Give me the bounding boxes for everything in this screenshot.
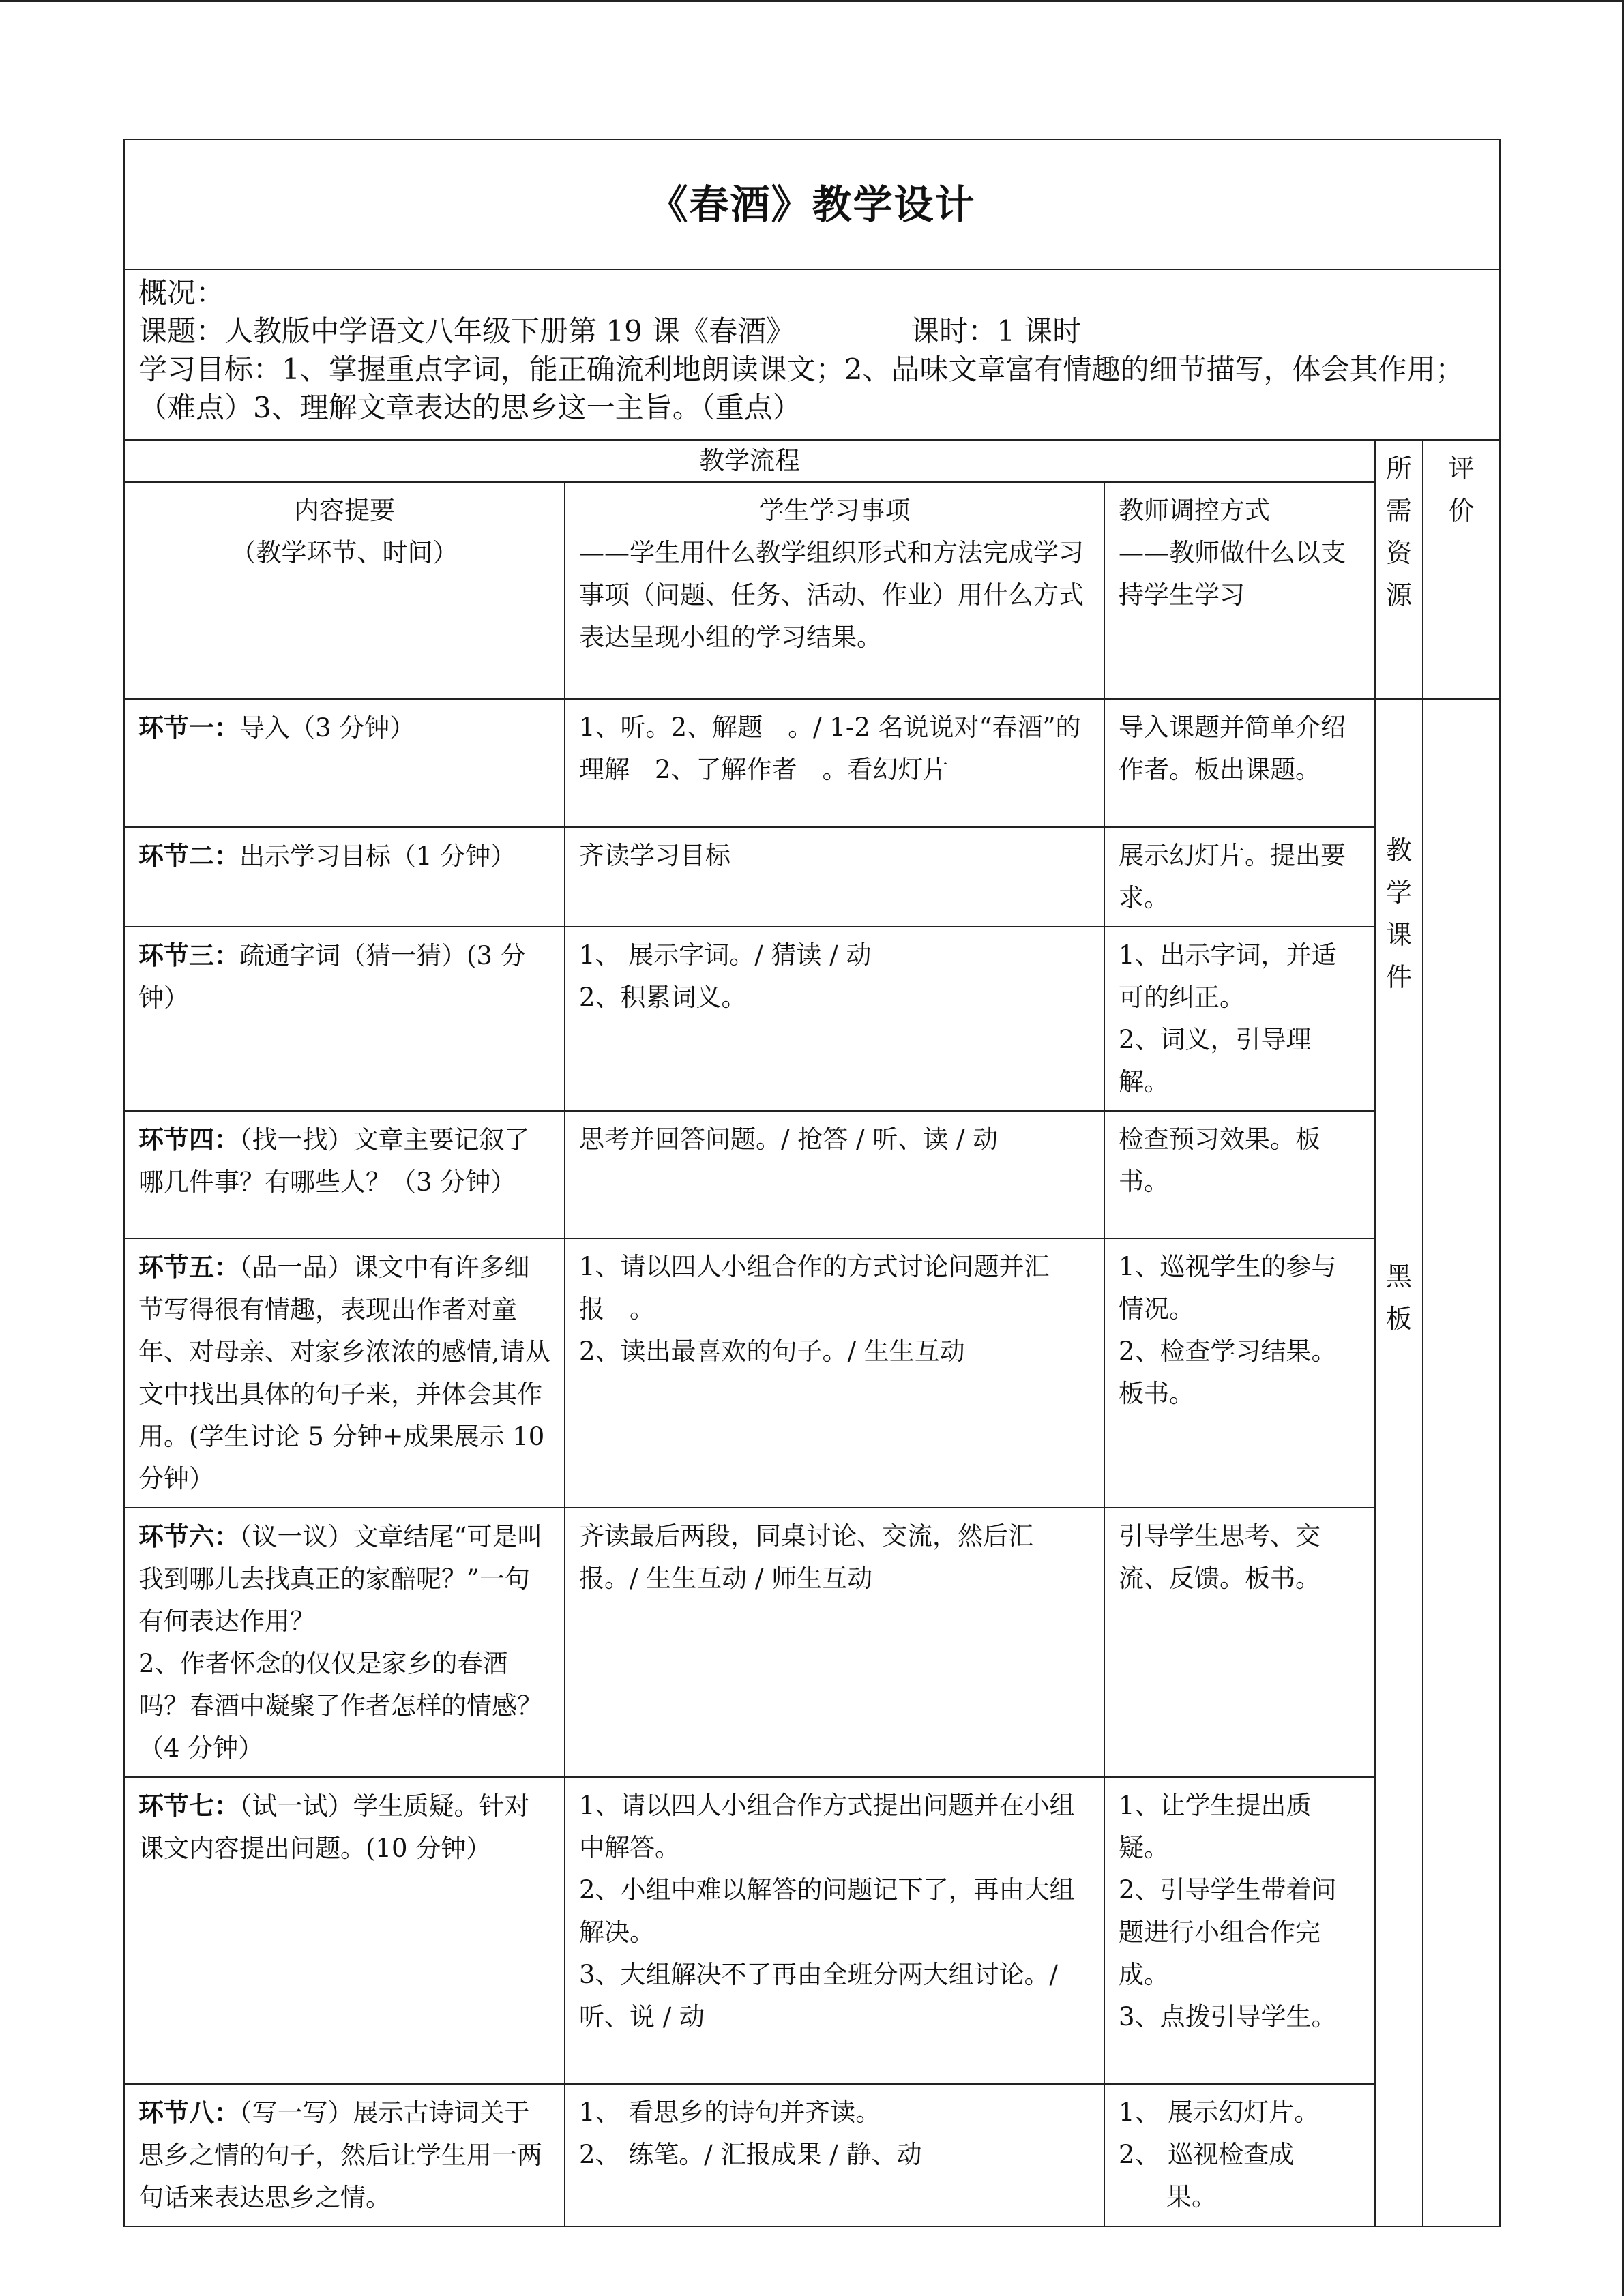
stage-teacher: 展示幻灯片。提出要求。 bbox=[1104, 827, 1375, 927]
goals-line bbox=[138, 351, 1486, 427]
stage-content: 环节八：（写一写）展示古诗词关于思乡之情的句子，然后让学生用一两句话来表达思乡之情。 bbox=[124, 2084, 565, 2226]
flow-header-row bbox=[124, 440, 1500, 482]
stage-content: 环节四：（找一找）文章主要记叙了哪几件事？有哪些人？（3 分钟） bbox=[124, 1111, 565, 1238]
stage-student: 思考并回答问题。/ 抢答 / 听、读 / 动 bbox=[565, 1111, 1104, 1238]
title-row bbox=[124, 140, 1500, 269]
table-row bbox=[124, 927, 1500, 1111]
resources-header: 所 需 资 源 bbox=[1375, 440, 1423, 699]
stage-student: 1、 看思乡的诗句并齐读。 2、 练笔。/ 汇报成果 / 静、动 bbox=[565, 2084, 1104, 2226]
stage-student: 1、请以四人小组合作的方式讨论问题并汇报 。 2、读出最喜欢的句子。/ 生生互动 bbox=[565, 1238, 1104, 1508]
topic-value: 人教版中学语文八年级下册第 19 课《春酒》 bbox=[224, 314, 795, 348]
stage-student: 齐读最后两段，同桌讨论、交流，然后汇报。/ 生生互动 / 师生互动 bbox=[565, 1508, 1104, 1777]
period-value: 1 课时 bbox=[996, 314, 1082, 348]
topic-label: 课题： bbox=[138, 314, 225, 348]
stage-content: 环节一：导入（3 分钟） bbox=[124, 699, 565, 827]
page-top-border bbox=[0, 0, 1624, 2]
table-row bbox=[124, 2084, 1500, 2226]
stage-student: 1、请以四人小组合作方式提出问题并在小组中解答。 2、小组中难以解答的问题记下了，再由大组解决。 3、大组解决不了再由全班分两大组讨论。/ 听、说 / 动 bbox=[565, 1777, 1104, 2084]
table-row bbox=[124, 1238, 1500, 1508]
topic-line bbox=[138, 312, 1486, 351]
evaluation-cell bbox=[1423, 699, 1500, 2226]
flow-header: 教学流程 bbox=[124, 440, 1375, 482]
overview-cell bbox=[124, 269, 1500, 440]
overview-heading: 概况： bbox=[138, 276, 225, 310]
table-row bbox=[124, 1777, 1500, 2084]
goals-value: 1、掌握重点字词，能正确流利地朗读课文；2、品味文章富有情趣的细节描写，体会其作用；（难点）3、理解文章表达的思乡这一主旨。（重点） bbox=[138, 353, 1464, 424]
resource-blackboard: 黑 板 bbox=[1385, 1262, 1412, 1334]
stage-teacher: 1、巡视学生的参与情况。 2、检查学习结果。板书。 bbox=[1104, 1238, 1375, 1508]
stage-content: 环节三：疏通字词（猜一猜）(3 分钟） bbox=[124, 927, 565, 1111]
stage-student: 齐读学习目标 bbox=[565, 827, 1104, 927]
period-label: 课时： bbox=[911, 314, 997, 348]
lesson-plan-table bbox=[123, 139, 1501, 2227]
stage-teacher: 1、出示字词，并适可的纠正。 2、词义，引导理解。 bbox=[1104, 927, 1375, 1111]
stage-student: 1、 展示字词。/ 猜读 / 动 2、积累词义。 bbox=[565, 927, 1104, 1111]
title-cell bbox=[124, 140, 1500, 269]
stage-content: 环节七：（试一试）学生质疑。针对课文内容提出问题。(10 分钟） bbox=[124, 1777, 565, 2084]
stage-teacher: 导入课题并简单介绍作者。板出课题。 bbox=[1104, 699, 1375, 827]
stage-teacher: 引导学生思考、交流、反馈。板书。 bbox=[1104, 1508, 1375, 1777]
teacher-column-header: 教师调控方式 ——教师做什么以支持学生学习 bbox=[1104, 482, 1375, 699]
stage-content: 环节五：（品一品）课文中有许多细节写得很有情趣，表现出作者对童年、对母亲、对家乡浓浓的感情,请从文中找出具体的句子来，并体会其作用。(学生讨论 5 分钟+成果展示 10 分钟） bbox=[124, 1238, 565, 1508]
resource-courseware: 教 学 课 件 bbox=[1385, 835, 1412, 992]
stage-content: 环节六：（议一议）文章结尾“可是叫我到哪儿去找真正的家醅呢？”一句有何表达作用？ 2、作者怀念的仅仅是家乡的春酒吗？春酒中凝聚了作者怎样的情感？（4 分钟） bbox=[124, 1508, 565, 1777]
stage-teacher: 1、让学生提出质疑。 2、引导学生带着问题进行小组合作完成。 3、点拨引导学生。 bbox=[1104, 1777, 1375, 2084]
stage-content: 环节二：出示学习目标（1 分钟） bbox=[124, 827, 565, 927]
student-column-header: 学生学习事项 ——学生用什么教学组织形式和方法完成学习事项（问题、任务、活动、作业）用什么方式表达呈现小组的学习结果。 bbox=[565, 482, 1104, 699]
stage-student: 1、听。2、解题 。/ 1-2 名说说对“春酒”的理解 2、了解作者 。看幻灯片 bbox=[565, 699, 1104, 827]
table-row bbox=[124, 1508, 1500, 1777]
goals-label: 学习目标： bbox=[138, 353, 282, 386]
resources-cell bbox=[1375, 699, 1423, 2226]
evaluation-header: 评 价 bbox=[1423, 440, 1500, 699]
stage-teacher: 1、 展示幻灯片。 2、 巡视检查成 果。 bbox=[1104, 2084, 1375, 2226]
table-row bbox=[124, 827, 1500, 927]
overview-row bbox=[124, 269, 1500, 440]
stage-teacher: 检查预习效果。板书。 bbox=[1104, 1111, 1375, 1238]
column-header-row bbox=[124, 482, 1500, 699]
content-column-header: 内容提要 （教学环节、时间） bbox=[124, 482, 565, 699]
table-row bbox=[124, 699, 1500, 827]
table-row bbox=[124, 1111, 1500, 1238]
page-title: 《春酒》教学设计 bbox=[648, 181, 976, 228]
